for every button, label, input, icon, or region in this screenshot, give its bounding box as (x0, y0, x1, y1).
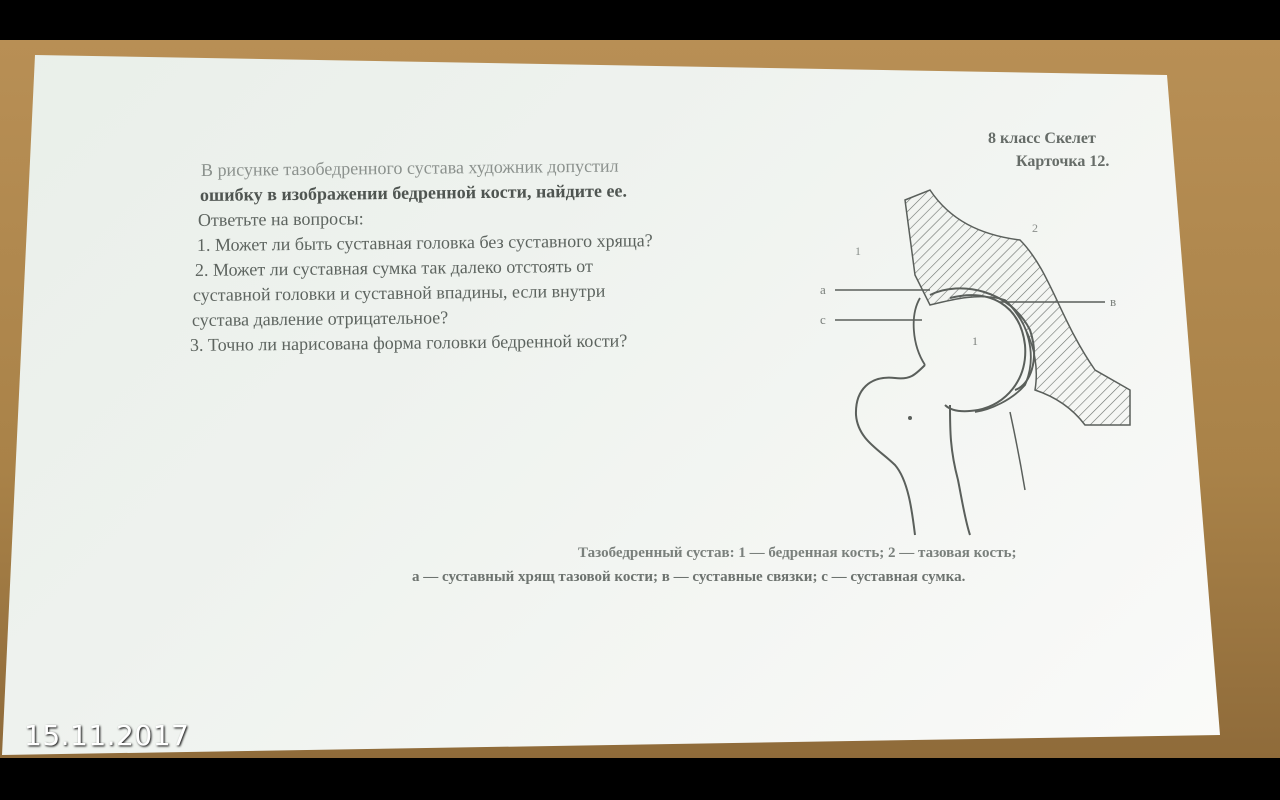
question-3: 3. Точно ли нарисована форма головки бедренной кости? (189, 330, 628, 355)
bottom-letterbox (0, 758, 1280, 800)
femur-outline (856, 365, 970, 535)
intro-line-2: ошибку в изображении бедренной кости, найдите ее. (199, 180, 628, 205)
question-1: 1. Может ли быть суставная головка без суставного хряща? (196, 230, 653, 255)
label-b: в (1110, 294, 1117, 309)
femur-head (945, 295, 1025, 411)
question-2-line-2: суставной головки и суставной впадины, если внутри (192, 280, 606, 305)
ligament-line (1010, 412, 1025, 490)
question-2-line-1: 2. Может ли суставная сумка так далеко отстоять от (194, 255, 593, 280)
label-1-head: 1 (972, 334, 978, 348)
caption-line-1: Тазобедренный сустав: 1 — бедренная кость; 2 — тазовая кость; (578, 545, 1017, 561)
intro-line-1: В рисунке тазобедренного сустава художник допустил (200, 155, 619, 180)
top-letterbox (0, 0, 1280, 40)
question-2-line-3: сустава давление отрицательное? (191, 307, 449, 330)
photo-date-stamp: 15.11.2017 (24, 719, 190, 752)
intro-line-3: Ответьте на вопросы: (197, 208, 364, 230)
label-a: а (820, 282, 826, 297)
label-1-top: 1 (855, 244, 861, 258)
caption-line-2: а — суставный хрящ тазовой кости; в — суставные связки; с — суставная сумка. (412, 569, 966, 585)
card-number: Карточка 12. (1016, 153, 1110, 170)
card-grade-topic: 8 класс Скелет (988, 130, 1096, 147)
bone-dot (908, 416, 912, 420)
label-2: 2 (1032, 221, 1038, 235)
label-c: с (820, 312, 826, 327)
hip-joint-drawing (800, 180, 1140, 540)
